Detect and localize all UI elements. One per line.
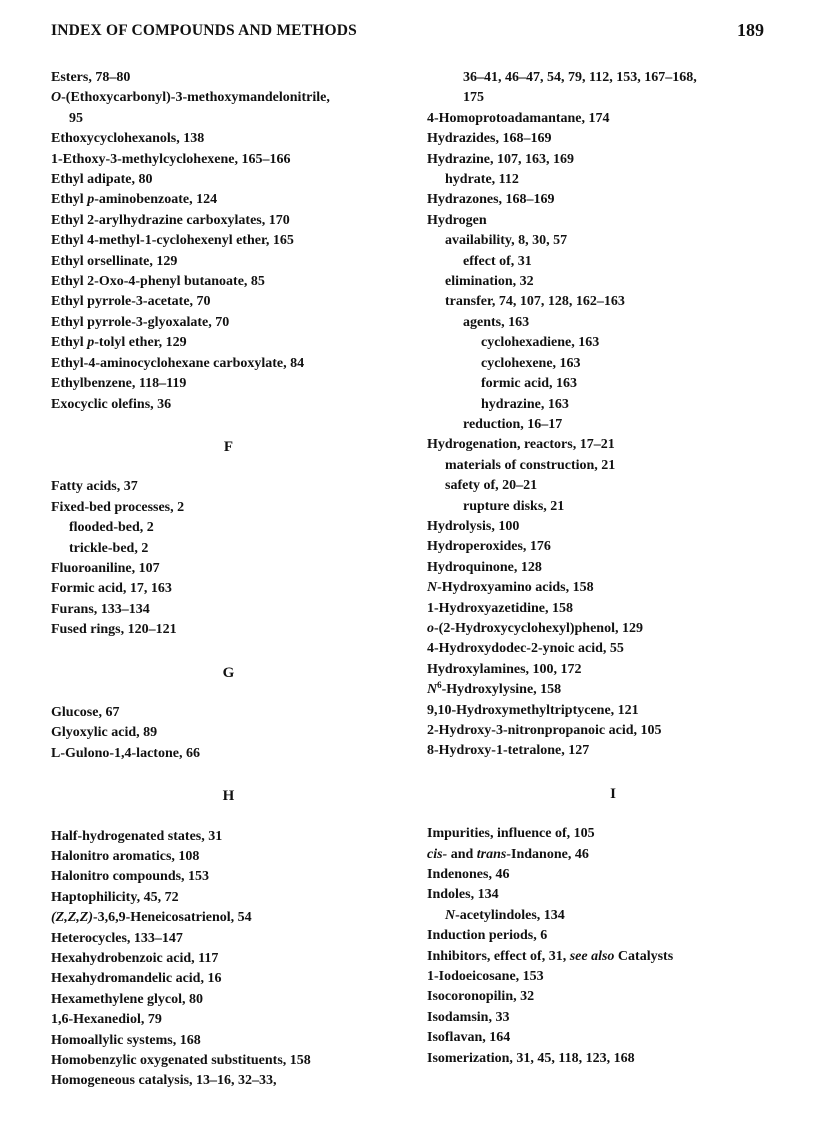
index-entry: Hydroquinone, 128 xyxy=(427,559,542,575)
index-entry: Glucose, 67 xyxy=(51,704,120,720)
index-entry xyxy=(51,333,406,353)
index-subentry: availability, 8, 30, 57 xyxy=(445,233,568,249)
index-subentry: rupture disks, 21 xyxy=(463,498,565,514)
index-entry: Hydrogen xyxy=(427,212,487,228)
index-entry: Fused rings, 120–121 xyxy=(51,622,177,638)
index-entry: L-Gulono-1,4-lactone, 66 xyxy=(51,745,200,761)
index-entry-continuation: 175 xyxy=(463,90,484,106)
index-entry: Indenones, 46 xyxy=(427,867,510,883)
index-entry: Hydrolysis, 100 xyxy=(427,518,520,534)
index-subentry: transfer, 74, 107, 128, 162–163 xyxy=(445,294,625,310)
entry-text: -3,6,9-Heneicosatrienol, 54 xyxy=(92,910,252,926)
index-subentry: agents, 163 xyxy=(463,314,530,330)
index-entry: Furans, 133–134 xyxy=(51,601,150,617)
index-entry xyxy=(427,947,799,967)
entry-text: Inhibitors, effect of, 31, xyxy=(427,948,570,964)
superscript: 6 xyxy=(437,680,442,691)
index-entry: Ethyl pyrrole-3-acetate, 70 xyxy=(51,294,211,310)
index-entry: 1,6-Hexanediol, 79 xyxy=(51,1012,162,1028)
index-entry: Halonitro compounds, 153 xyxy=(51,869,210,885)
index-subentry: hydrazine, 163 xyxy=(481,396,569,412)
index-subentry: flooded-bed, 2 xyxy=(69,520,154,536)
index-entry: Fixed-bed processes, 2 xyxy=(51,499,185,515)
italic-prefix: N xyxy=(427,580,438,596)
entry-text: Indanone, 46 xyxy=(511,846,589,862)
index-entry: Isocoronopilin, 32 xyxy=(427,989,535,1005)
entry-text: -(Ethoxycarbonyl)-3-methoxymandelonitrile, xyxy=(61,90,330,106)
index-entry: 4-Hydroxydodec-2-ynoic acid, 55 xyxy=(427,641,624,657)
index-entry: Ethyl 2-Oxo-4-phenyl butanoate, 85 xyxy=(51,274,265,290)
entry-text: and xyxy=(447,846,477,862)
section-letter-g: G xyxy=(222,664,235,681)
italic-see-also: see also xyxy=(569,948,615,964)
entry-text: Ethyl xyxy=(51,335,88,351)
index-entry: Hexamethylene glycol, 80 xyxy=(51,991,204,1007)
index-subentry: formic acid, 163 xyxy=(481,376,578,392)
index-entry xyxy=(427,578,799,598)
index-entry xyxy=(427,680,799,700)
index-entry: 1-Hydroxyazetidine, 158 xyxy=(427,600,573,616)
index-entry: Ethyl adipate, 80 xyxy=(51,172,153,188)
index-entry: Isomerization, 31, 45, 118, 123, 168 xyxy=(427,1050,635,1066)
italic-prefix: trans- xyxy=(476,846,512,862)
italic-prefix: N xyxy=(427,682,438,698)
italic-prefix: N xyxy=(445,907,456,923)
entry-text: -(2-Hydroxycyclohexyl)phenol, 129 xyxy=(434,620,643,636)
index-subentry: hydrate, 112 xyxy=(445,172,519,188)
index-subentry: cyclohexene, 163 xyxy=(481,355,581,371)
index-entry: 8-Hydroxy-1-tetralone, 127 xyxy=(427,743,590,759)
entry-text: -acetylindoles, 134 xyxy=(455,907,565,923)
entry-text: -tolyl ether, 129 xyxy=(94,335,187,351)
index-subentry: materials of construction, 21 xyxy=(445,457,616,473)
index-entry: Ethyl-4-aminocyclohexane carboxylate, 84 xyxy=(51,355,305,371)
index-entry: Haptophilicity, 45, 72 xyxy=(51,889,179,905)
index-entry: Fatty acids, 37 xyxy=(51,479,138,495)
index-entry xyxy=(427,845,799,865)
index-entry: Hydrazides, 168–169 xyxy=(427,131,552,147)
index-subentry: safety of, 20–21 xyxy=(445,478,538,494)
index-entry: Halonitro aromatics, 108 xyxy=(51,849,200,864)
index-entry: 2-Hydroxy-3-nitronpropanoic acid, 105 xyxy=(427,723,662,738)
index-subentry: cyclohexadiene, 163 xyxy=(481,335,600,351)
italic-prefix: (Z,Z,Z) xyxy=(51,910,93,926)
index-entry: Hydrazones, 168–169 xyxy=(427,192,555,208)
index-subentry xyxy=(427,906,799,926)
index-entry: Ethyl 2-arylhydrazine carboxylates, 170 xyxy=(51,212,290,228)
italic-prefix: p xyxy=(87,192,95,208)
section-letter-i: I xyxy=(610,785,616,802)
index-entry: Hydroperoxides, 176 xyxy=(427,539,551,555)
index-entry: Hydroxylamines, 100, 172 xyxy=(427,661,582,677)
index-entry: Glyoxylic acid, 89 xyxy=(51,725,158,741)
italic-prefix: cis- xyxy=(427,846,448,862)
index-entry xyxy=(427,619,799,639)
section-letter-f: F xyxy=(223,438,234,455)
index-entry: Homobenzylic oxygenated substituents, 158 xyxy=(51,1053,311,1069)
index-entry: 1-Iodoeicosane, 153 xyxy=(427,969,544,985)
index-entry xyxy=(51,88,406,108)
index-entry: Ethyl orsellinate, 129 xyxy=(51,253,178,269)
index-entry: Fluoroaniline, 107 xyxy=(51,560,160,576)
index-entry: Exocyclic olefins, 36 xyxy=(51,396,172,412)
index-entry: Formic acid, 17, 163 xyxy=(51,581,172,597)
index-entry: Homogeneous catalysis, 13–16, 32–33, xyxy=(51,1073,277,1089)
index-entry: Half-hydrogenated states, 31 xyxy=(51,828,223,844)
index-entry: Indoles, 134 xyxy=(427,887,499,903)
page-number: 189 xyxy=(737,20,764,40)
italic-prefix: p xyxy=(87,335,95,351)
index-subentry: reduction, 16–17 xyxy=(463,416,563,432)
entry-text: -Hydroxylysine, 158 xyxy=(441,682,562,698)
index-entry: Heterocycles, 133–147 xyxy=(51,930,183,946)
index-subentry: elimination, 32 xyxy=(445,274,534,290)
index-entry: Esters, 78–80 xyxy=(51,70,131,85)
index-entry: Ethylbenzene, 118–119 xyxy=(51,376,187,392)
running-header: INDEX OF COMPOUNDS AND METHODS xyxy=(51,22,357,39)
italic-prefix: o xyxy=(427,620,434,636)
index-entry: Homoallylic systems, 168 xyxy=(51,1032,201,1048)
index-entry xyxy=(51,190,406,210)
index-entry: Ethoxycyclohexanols, 138 xyxy=(51,131,205,147)
entry-text: -aminobenzoate, 124 xyxy=(94,192,218,208)
index-column-left xyxy=(51,68,406,1092)
index-entry: Ethyl pyrrole-3-glyoxalate, 70 xyxy=(51,314,230,330)
index-entry xyxy=(51,908,406,928)
index-entry-continuation: 36–41, 46–47, 54, 79, 112, 153, 167–168, xyxy=(463,70,697,85)
index-entry: Isodamsin, 33 xyxy=(427,1009,510,1025)
index-entry: Hydrazine, 107, 163, 169 xyxy=(427,151,574,167)
italic-prefix: O xyxy=(51,90,62,106)
index-entry: Impurities, influence of, 105 xyxy=(427,826,595,842)
index-entry: 4-Homoprotoadamantane, 174 xyxy=(427,110,610,126)
index-entry: Hexahydrobenzoic acid, 117 xyxy=(51,951,219,967)
index-entry: Hydrogenation, reactors, 17–21 xyxy=(427,437,615,453)
index-entry: Ethyl 4-methyl-1-cyclohexenyl ether, 165 xyxy=(51,233,294,249)
index-subentry: effect of, 31 xyxy=(463,253,532,269)
entry-text: -Hydroxyamino acids, 158 xyxy=(437,580,594,596)
index-entry: Induction periods, 6 xyxy=(427,928,548,944)
index-entry: 1-Ethoxy-3-methylcyclohexene, 165–166 xyxy=(51,151,291,167)
index-entry-continuation: 95 xyxy=(69,110,83,126)
index-column-right xyxy=(427,68,799,1069)
entry-text: Catalysts xyxy=(614,948,674,964)
index-entry: 9,10-Hydroxymethyltriptycene, 121 xyxy=(427,702,639,718)
index-subentry: trickle-bed, 2 xyxy=(69,540,149,556)
index-entry: Isoflavan, 164 xyxy=(427,1030,511,1046)
entry-text: Ethyl xyxy=(51,192,88,208)
section-letter-h: H xyxy=(222,788,235,805)
index-entry: Hexahydromandelic acid, 16 xyxy=(51,971,222,987)
